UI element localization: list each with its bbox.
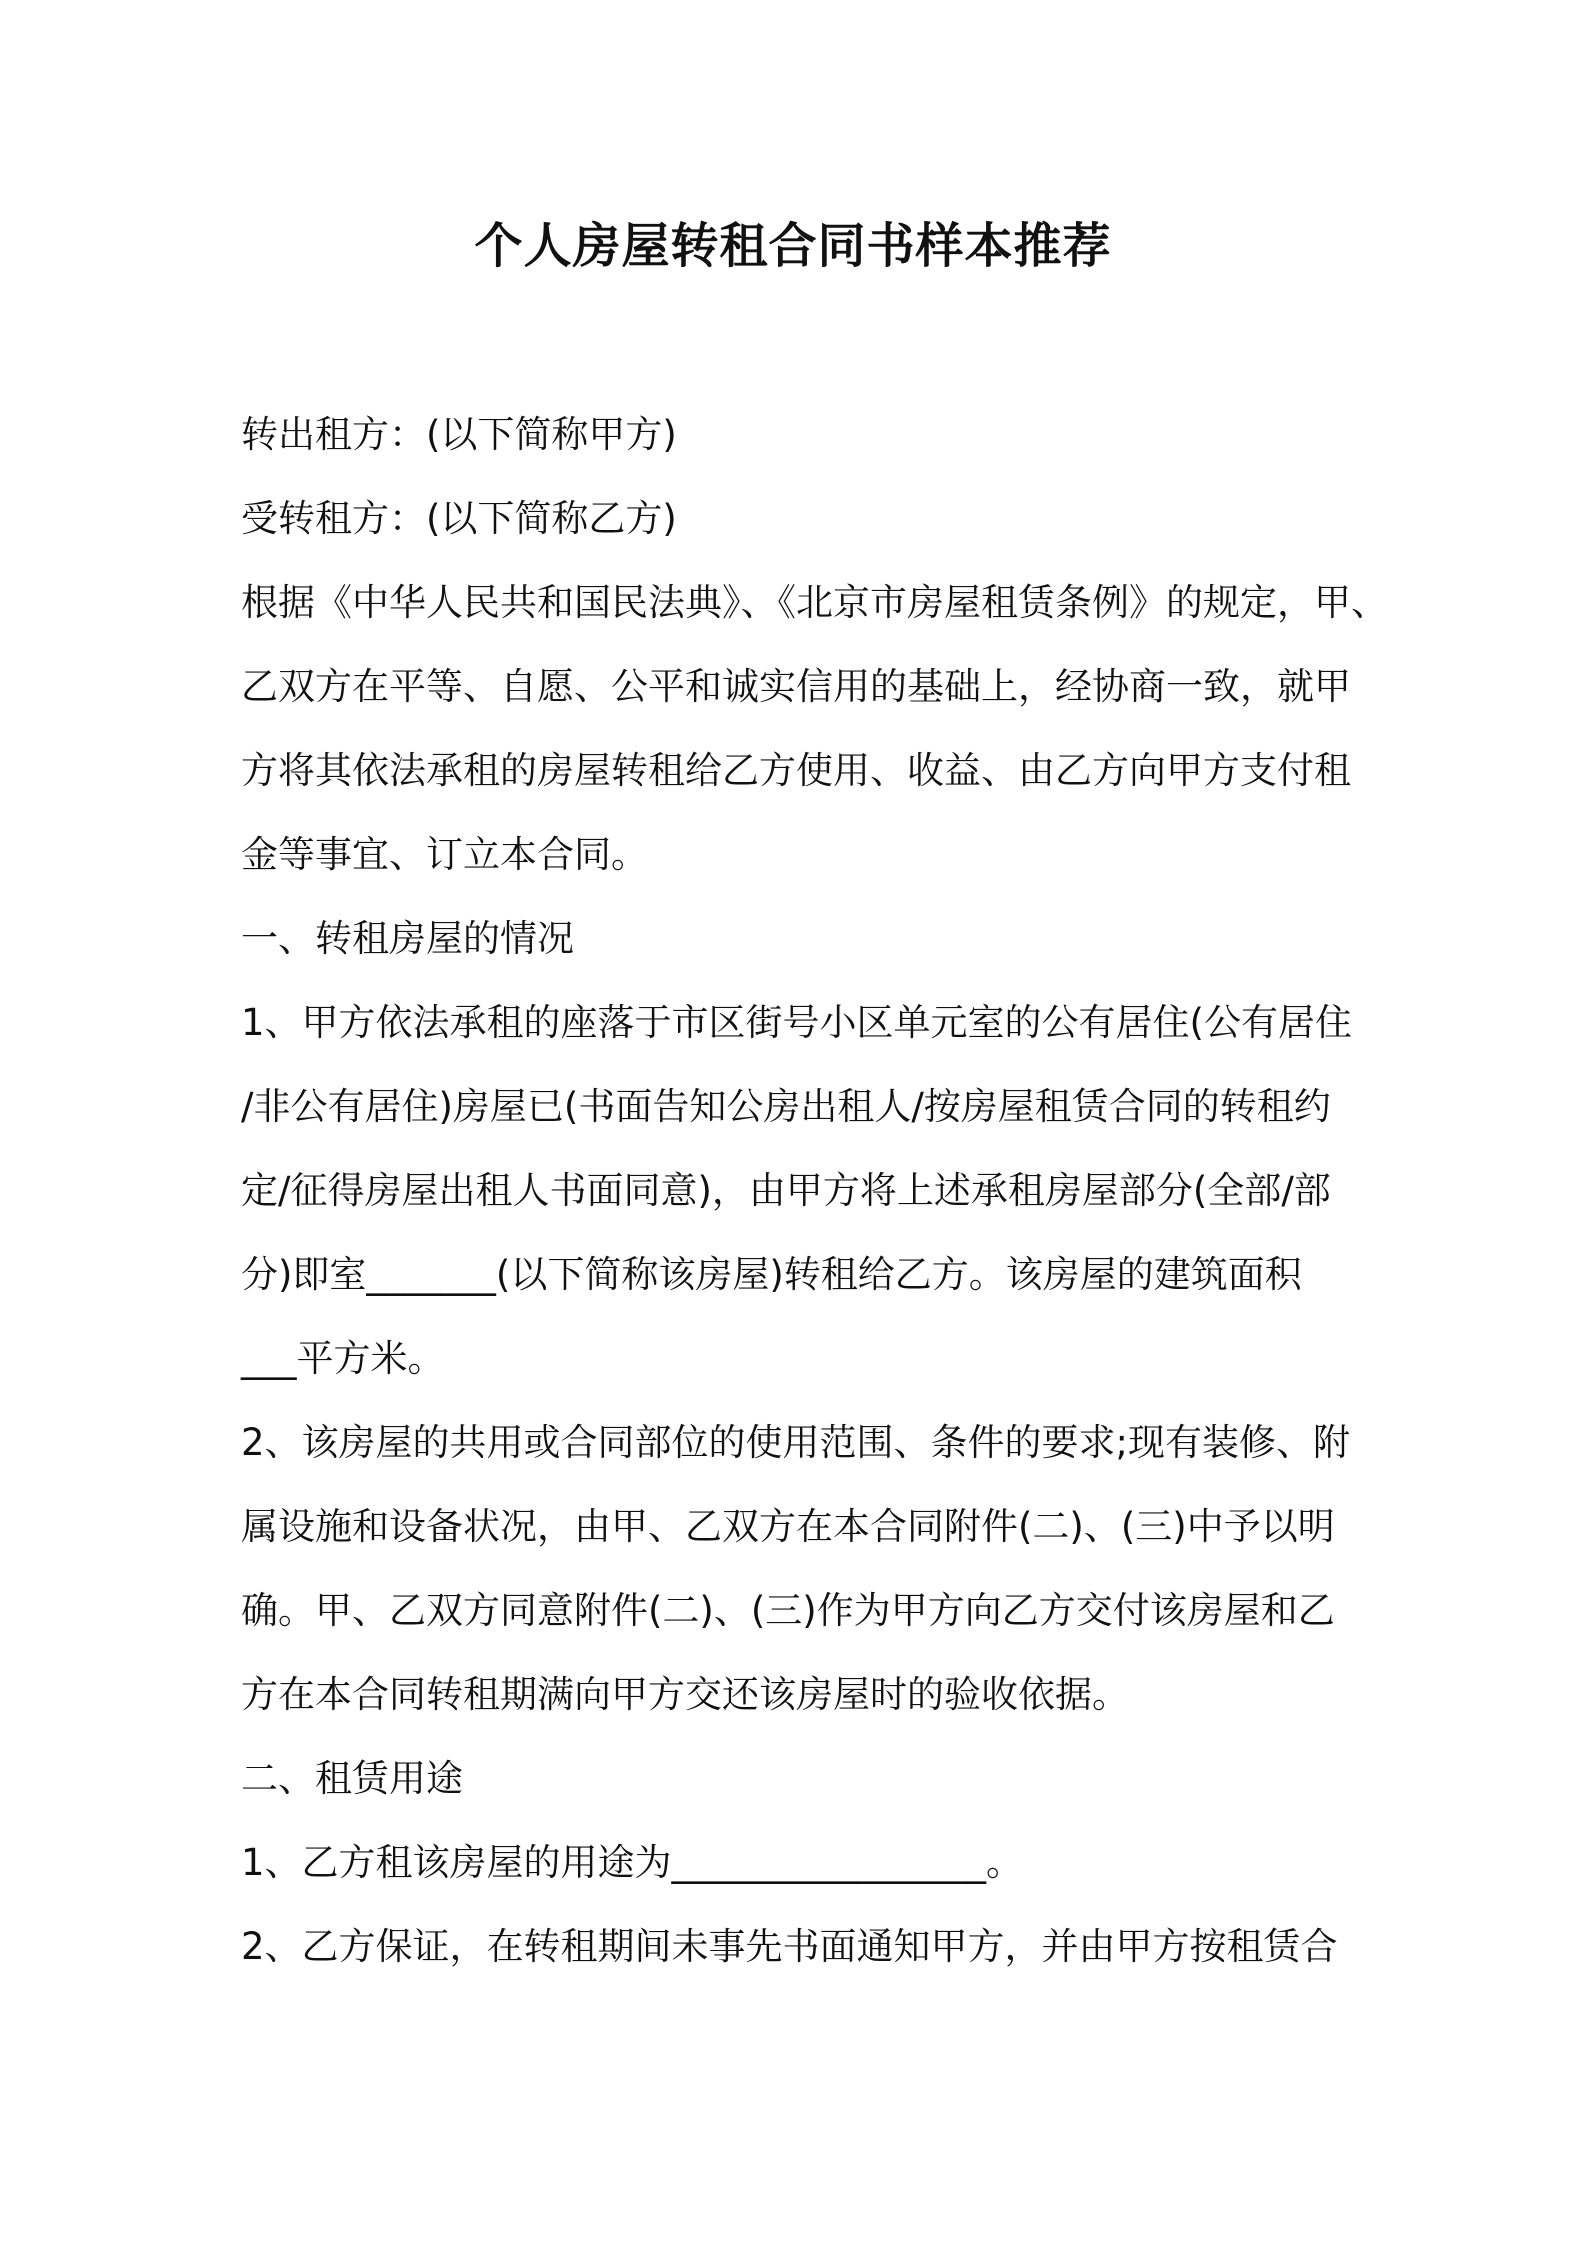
clause-1-1-line-5: ___平方米。 (241, 1337, 445, 1380)
section-2-heading: 二、租赁用途 (241, 1757, 463, 1800)
clause-2-2-line-1: 2、乙方保证，在转租期间未事先书面通知甲方，并由甲方按租赁合 (241, 1925, 1338, 1968)
preamble-line-3: 方将其依法承租的房屋转租给乙方使用、收益、由乙方向甲方支付租 (241, 749, 1351, 792)
clause-1-1-line-1: 1、甲方依法承租的座落于市区街号小区单元室的公有居住(公有居住 (241, 1001, 1352, 1044)
preamble-line-1: 根据《中华人民共和国民法典》、《北京市房屋租赁条例》的规定，甲、 (241, 581, 1388, 624)
clause-1-1-line-4: 分)即室_______(以下简称该房屋)转租给乙方。该房屋的建筑面积 (241, 1253, 1302, 1296)
preamble-line-4: 金等事宜、订立本合同。 (241, 833, 648, 876)
clause-2-1: 1、乙方租该房屋的用途为_________________。 (241, 1841, 1024, 1884)
preamble-line-2: 乙双方在平等、自愿、公平和诚实信用的基础上，经协商一致，就甲 (241, 665, 1351, 708)
clause-1-1-line-3: 定/征得房屋出租人书面同意)，由甲方将上述承租房屋部分(全部/部 (241, 1169, 1331, 1212)
clause-1-2-line-1: 2、该房屋的共用或合同部位的使用范围、条件的要求;现有装修、附 (241, 1421, 1351, 1464)
clause-1-2-line-2: 属设施和设备状况，由甲、乙双方在本合同附件(二)、(三)中予以明 (241, 1505, 1335, 1548)
clause-1-2-line-4: 方在本合同转租期满向甲方交还该房屋时的验收依据。 (241, 1673, 1129, 1716)
section-1-heading: 一、转租房屋的情况 (241, 917, 574, 960)
party-a-line: 转出租方：(以下简称甲方) (241, 413, 677, 456)
clause-1-1-line-2: /非公有居住)房屋已(书面告知公房出租人/按房屋租赁合同的转租约 (241, 1085, 1331, 1128)
document-title: 个人房屋转租合同书样本推荐 (474, 218, 1112, 274)
clause-1-2-line-3: 确。甲、乙双方同意附件(二)、(三)作为甲方向乙方交付该房屋和乙 (241, 1589, 1335, 1632)
party-b-line: 受转租方：(以下简称乙方) (241, 497, 677, 540)
